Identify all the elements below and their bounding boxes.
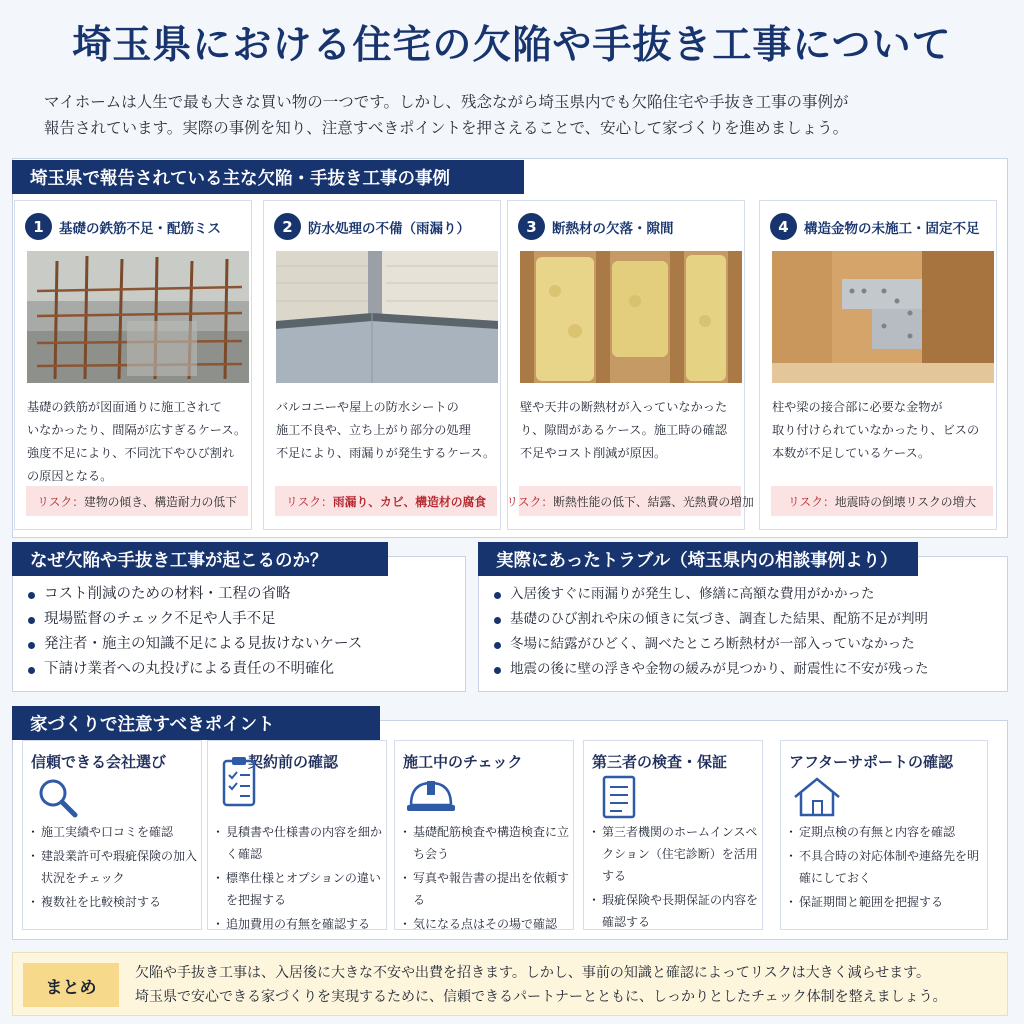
desc-line: 不足により、雨漏りが発生するケース。 bbox=[276, 446, 496, 460]
list-item: ・ 標準仕様とオプションの違いを把握する bbox=[214, 867, 386, 911]
list-item: ・ 複数社を比較検討する bbox=[29, 891, 201, 913]
list-item: ・ 不具合時の対応体制や連絡先を明確にしておく bbox=[787, 845, 987, 889]
risk-text: 断熱性能の低下、結露、光熱費の増加 bbox=[553, 494, 754, 509]
case-card-3 bbox=[507, 200, 745, 530]
cases-heading: 埼玉県で報告されている主な欠陥・手抜き工事の事例 bbox=[12, 160, 524, 194]
case-title: 防水処理の不備（雨漏り） bbox=[308, 220, 470, 237]
risk-badge-1 bbox=[26, 486, 248, 516]
list-item: コスト削減のための材料・工程の省略 bbox=[26, 582, 362, 607]
case-number-badge: 4 bbox=[770, 213, 797, 240]
house-icon bbox=[791, 775, 843, 821]
point-list bbox=[214, 821, 386, 937]
point-title: 第三者の検査・保証 bbox=[592, 753, 728, 771]
list-item: ・ 基礎配筋検査や構造検査に立ち会う bbox=[401, 821, 573, 865]
intro-line: マイホームは人生で最も大きな買い物の一つです。しかし、残念ながら埼玉県内でも欠陥住宅や手抜き工事の事例が bbox=[44, 93, 849, 111]
why-heading: なぜ欠陥や手抜き工事が起こるのか？ bbox=[12, 542, 388, 576]
point-list bbox=[590, 821, 762, 935]
case-title: 基礎の鉄筋不足・配筋ミス bbox=[59, 220, 221, 237]
case-title: 構造金物の未施工・固定不足 bbox=[804, 220, 980, 237]
case-number-badge: 1 bbox=[25, 213, 52, 240]
risk-label: リスク： bbox=[285, 494, 333, 509]
trouble-list bbox=[492, 582, 929, 682]
intro-line: 報告されています。実際の事例を知り、注意すべきポイントを押さえることで、安心して家づくりを進めましょう。 bbox=[44, 119, 849, 137]
case-card-1 bbox=[14, 200, 252, 530]
desc-line: 基礎の鉄筋が図面通りに施工されて bbox=[27, 400, 222, 414]
case-description bbox=[520, 396, 742, 465]
summary-text bbox=[135, 961, 1005, 1009]
point-list bbox=[787, 821, 987, 915]
points-heading: 家づくりで注意すべきポイント bbox=[12, 706, 380, 740]
list-item: 基礎のひび割れや床の傾きに気づき、調査した結果、配筋不足が判明 bbox=[492, 607, 929, 632]
case-description bbox=[276, 396, 498, 465]
case-description bbox=[772, 396, 994, 465]
case-title: 断熱材の欠落・隙間 bbox=[552, 220, 674, 237]
point-card-3 bbox=[394, 740, 574, 930]
desc-line: の原因となる。 bbox=[27, 469, 113, 483]
list-item: ・ 写真や報告書の提出を依頼する bbox=[401, 867, 573, 911]
case-card-header bbox=[25, 213, 221, 240]
desc-line: 施工不良や、立ち上がり部分の処理 bbox=[276, 423, 471, 437]
structural-hardware-photo bbox=[772, 251, 994, 383]
point-title: アフターサポートの確認 bbox=[789, 753, 953, 771]
list-item: 地震の後に壁の浮きや金物の緩みが見つかり、耐震性に不安が残った bbox=[492, 657, 929, 682]
rebar-foundation-photo bbox=[27, 251, 249, 383]
list-item: 冬場に結露がひどく、調べたところ断熱材が一部入っていなかった bbox=[492, 632, 929, 657]
case-number-badge: 3 bbox=[518, 213, 545, 240]
desc-line: り、隙間があるケース。施工時の確認 bbox=[520, 423, 727, 437]
point-card-4 bbox=[583, 740, 763, 930]
case-card-header bbox=[518, 213, 674, 240]
trouble-heading: 実際にあったトラブル（埼玉県内の相談事例より） bbox=[478, 542, 918, 576]
desc-line: 本数が不足しているケース。 bbox=[772, 446, 931, 460]
risk-badge-3 bbox=[506, 486, 754, 516]
point-card-5 bbox=[780, 740, 988, 930]
case-description bbox=[27, 396, 249, 488]
list-item: 現場監督のチェック不足や人手不足 bbox=[26, 607, 362, 632]
list-item: ・ 見積書や仕様書の内容を細かく確認 bbox=[214, 821, 386, 865]
desc-line: 強度不足により、不同沈下やひび割れ bbox=[27, 446, 235, 460]
list-item: 発注者・施主の知識不足による見抜けないケース bbox=[26, 632, 362, 657]
intro-text bbox=[44, 89, 994, 141]
insulation-gap-photo bbox=[520, 251, 742, 383]
list-item: ・ 定期点検の有無と内容を確認 bbox=[787, 821, 987, 843]
list-item: ・ 追加費用の有無を確認する bbox=[214, 913, 386, 935]
helmet-icon bbox=[405, 775, 457, 821]
risk-label: リスク： bbox=[37, 494, 85, 509]
risk-text: 地震時の倒壊リスクの増大 bbox=[834, 494, 977, 509]
case-card-2 bbox=[263, 200, 501, 530]
summary-line: 埼玉県で安心できる家づくりを実現するために、信頼できるパートナーとともに、しっかりとしたチェック体制を整えましょう。 bbox=[135, 989, 947, 1005]
point-card-1 bbox=[22, 740, 202, 930]
summary-line: 欠陥や手抜き工事は、入居後に大きな不安や出費を招きます。しかし、事前の知識と確認によってリスクは大きく減らせます。 bbox=[135, 965, 931, 981]
risk-badge-4 bbox=[771, 486, 993, 516]
risk-label: リスク： bbox=[787, 494, 835, 509]
summary-tag: まとめ bbox=[23, 963, 119, 1007]
point-card-2 bbox=[207, 740, 387, 930]
list-item: ・ 瑕疵保険や長期保証の内容を確認する bbox=[590, 889, 762, 933]
list-item: ・ 施工実績や口コミを確認 bbox=[29, 821, 201, 843]
risk-text: 建物の傾き、構造耐力の低下 bbox=[84, 494, 237, 509]
magnifier-icon bbox=[33, 775, 85, 821]
checklist-icon bbox=[218, 755, 270, 801]
desc-line: 壁や天井の断熱材が入っていなかった bbox=[520, 400, 728, 414]
balcony-waterproofing-photo bbox=[276, 251, 498, 383]
point-title: 信頼できる会社選び bbox=[31, 753, 167, 771]
desc-line: 不足やコスト削減が原因。 bbox=[520, 446, 667, 460]
list-item: ・ 保証期間と範囲を把握する bbox=[787, 891, 987, 913]
case-card-4 bbox=[759, 200, 997, 530]
risk-badge-2 bbox=[275, 486, 497, 516]
list-item: ・ 建設業許可や瑕疵保険の加入状況をチェック bbox=[29, 845, 201, 889]
page-title: 埼玉県における住宅の欠陥や手抜き工事について bbox=[72, 23, 952, 68]
point-list bbox=[29, 821, 201, 915]
case-number-badge: 2 bbox=[274, 213, 301, 240]
summary-box bbox=[12, 952, 1008, 1016]
desc-line: 柱や梁の接合部に必要な金物が bbox=[772, 400, 943, 414]
case-card-header bbox=[770, 213, 980, 240]
point-title: 施工中のチェック bbox=[403, 753, 523, 771]
point-title: 契約前の確認 bbox=[248, 753, 339, 771]
risk-label: リスク： bbox=[506, 494, 554, 509]
point-list bbox=[401, 821, 573, 937]
risk-text: 雨漏り、カビ、構造材の腐食 bbox=[332, 494, 487, 509]
list-item: ・ 気になる点はその場で確認 bbox=[401, 913, 573, 935]
desc-line: いなかったり、間隔が広すぎるケース。 bbox=[27, 423, 247, 437]
why-list bbox=[26, 582, 362, 682]
list-item: 下請け業者への丸投げによる責任の不明確化 bbox=[26, 657, 362, 682]
desc-line: バルコニーや屋上の防水シートの bbox=[276, 400, 459, 414]
desc-line: 取り付けられていなかったり、ビスの bbox=[772, 423, 980, 437]
list-item: ・ 第三者機関のホームインスペクション（住宅診断）を活用する bbox=[590, 821, 762, 887]
case-card-header bbox=[274, 213, 470, 240]
list-item: 入居後すぐに雨漏りが発生し、修繕に高額な費用がかかった bbox=[492, 582, 929, 607]
document-icon bbox=[594, 775, 646, 821]
